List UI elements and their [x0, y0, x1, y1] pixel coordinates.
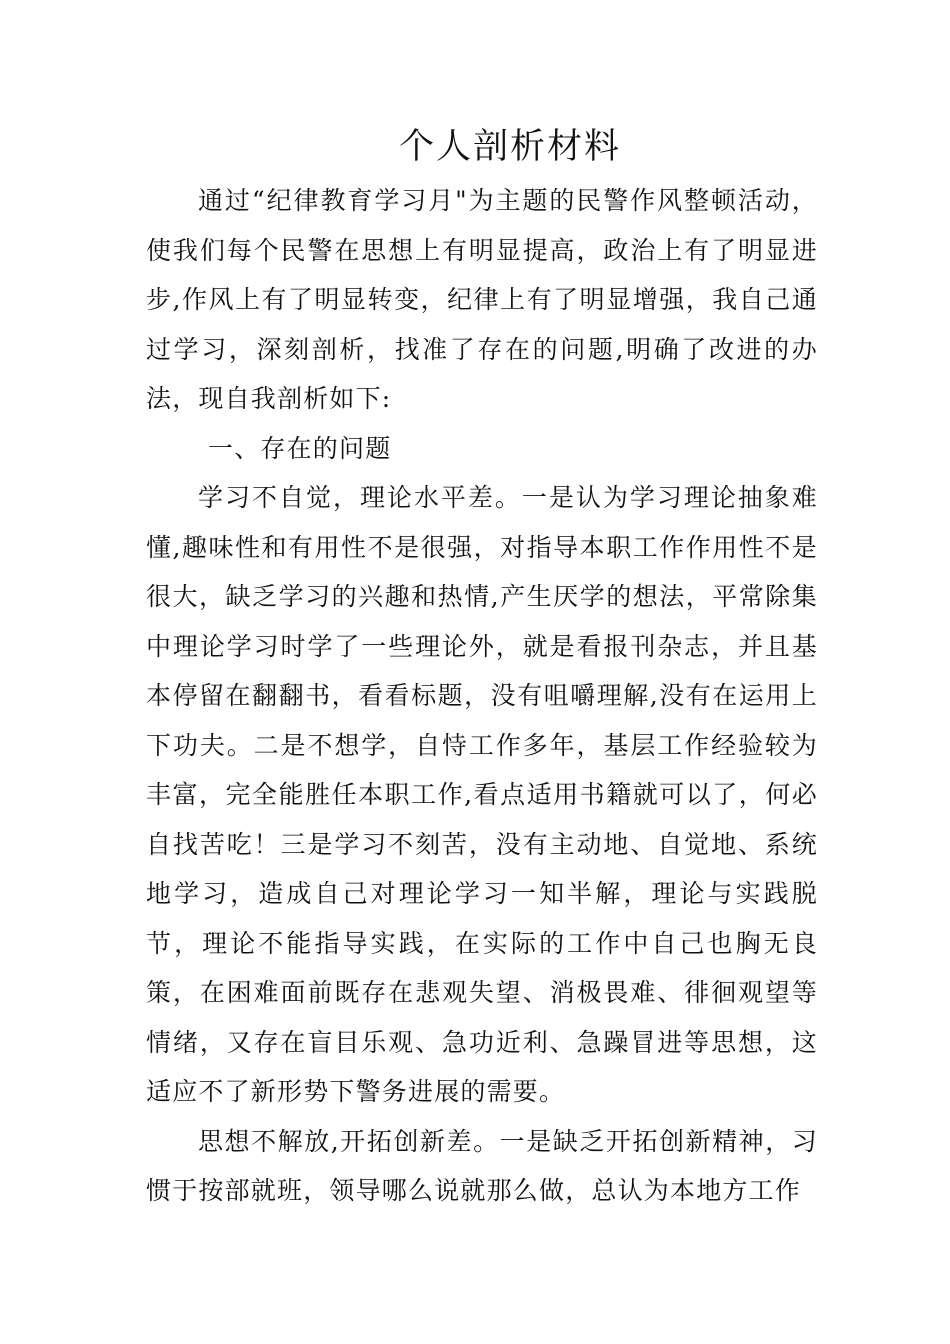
study-paragraph: 学习不自觉，理论水平差。一是认为学习理论抽象难懂,趣味性和有用性不是很强，对指导本职工作作用性不是很大，缺乏学习的兴趣和热情,产生厌学的想法，平常除集中理论学习时学了一些理论外，就是看报刊杂志，并且基本停留在翻翻书，看看标题，没有咀嚼理解,没有在运用上下功夫。二是不想学，自恃工作多年，基层工作经验较为丰富，完全能胜任本职工作,看点适用书籍就可以了，何必自找苦吃！三是学习不刻苦，没有主动地、自觉地、系统地学习，造成自己对理论学习一知半解，理论与实践脱节，理论不能指导实践，在实际的工作中自己也胸无良策，在困难面前既存在悲观失望、消极畏难、徘徊观望等情绪，又存在盲目乐观、急功近利、急躁冒进等思想，这适应不了新形势下警务进展的需要。 — [146, 483, 818, 1106]
thinking-paragraph: 思想不解放,开拓创新差。一是缺乏开拓创新精神，习惯于按部就班，领导哪么说就那么做，总认为本地方工作 — [146, 1126, 818, 1205]
document-body — [146, 176, 818, 1216]
intro-paragraph: 通过“纪律教育学习月"为主题的民警作风整顿活动，使我们每个民警在思想上有明显提高，政治上有了明显进步,作风上有了明显转变，纪律上有了明显增强，我自己通过学习，深刻剖析，找准了存在的问题,明确了改进的办法，现自我剖析如下: — [146, 186, 818, 413]
section-heading: 一、存在的问题 — [208, 433, 392, 463]
document-title: 个人剖析材料 — [398, 127, 621, 167]
